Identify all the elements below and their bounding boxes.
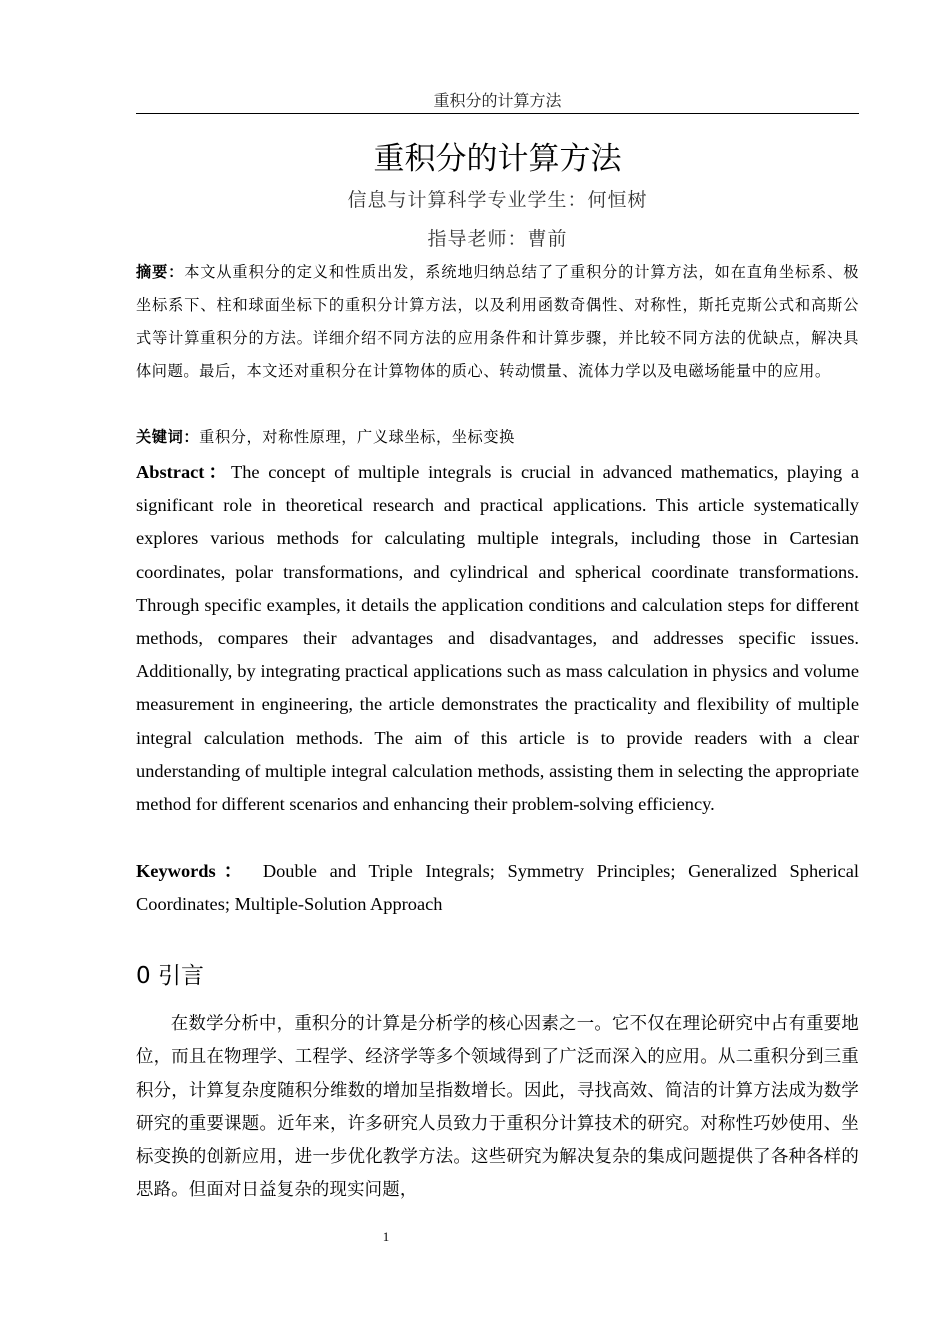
page-number: 1 — [382, 1229, 390, 1244]
keywords-cn-text: 重积分，对称性原理，广义球坐标，坐标变换 — [199, 428, 515, 446]
keywords-en-text: Double and Triple Integrals; Symmetry Principles; Generalized Spherical Coordinates; Multiple-Solution Approach — [136, 861, 859, 915]
section-heading-introduction: 0 引言 — [136, 963, 204, 989]
abstract-cn — [136, 256, 859, 388]
introduction-paragraph: 在数学分析中，重积分的计算是分析学的核心因素之一。它不仅在理论研究中占有重要地位，而且在物理学、工程学、经济学等多个领域得到了广泛而深入的应用。从二重积分到三重积分，计算复杂度随积分维数的增加呈指数增长。因此，寻找高效、简洁的计算方法成为数学研究的重要课题。近年来，许多研究人员致力于重积分计算技术的研究。对称性巧妙使用、坐标变换的创新应用，进一步优化教学方法。这些研究为解决复杂的集成问题提供了各种各样的思路。但面对日益复杂的现实问题， — [136, 1014, 859, 1201]
running-header: 重积分的计算方法 — [136, 92, 859, 114]
abstract-cn-label: 摘要： — [136, 263, 185, 281]
abstract-cn-text: 本文从重积分的定义和性质出发，系统地归纳总结了了重积分的计算方法，如在直角坐标系、极坐标系下、柱和球面坐标下的重积分计算方法，以及利用函数奇偶性、对称性，斯托克斯公式和高斯公式等计算重积分的方法。详细介绍不同方法的应用条件和计算步骤，并比较不同方法的优缺点，解决具体问题。最后，本文还对重积分在计算物体的质心、转动惯量、流体力学以及电磁场能量中的应用。 — [136, 263, 859, 380]
author-line: 信息与计算科学专业学生：何恒树 — [347, 189, 648, 211]
keywords-en-label: Keywords： — [136, 861, 251, 881]
abstract-en-text: The concept of multiple integrals is crucial in advanced mathematics, playing a significant role in theoretical research and practical applications. This article systematically explores various methods for calculating multiple integrals, including those in Cartesian coordinates, polar transformations, and cylindrical and spherical coordinate transformations. Through specific examples, it details the application conditions and calculation steps for different methods, compares their advantages and disadvantages, and addresses specific issues. Additionally, by integrating practical applications such as mass calculation in physics and volume measurement in engineering, the article demonstrates the practicality and flexibility of multiple integral calculation methods. The aim of this article is to provide readers with a clear understanding of multiple integral calculation methods, assisting them in selecting the appropriate method for different scenarios and enhancing their problem-solving efficiency. — [136, 462, 860, 815]
abstract-en-label: Abstract： — [136, 462, 231, 482]
abstract-en — [136, 456, 859, 821]
advisor-line: 指导老师：曹前 — [427, 228, 568, 250]
keywords-cn-label: 关键词： — [136, 428, 200, 446]
keywords-cn — [136, 421, 859, 454]
keywords-en — [136, 855, 859, 921]
paper-title: 重积分的计算方法 — [373, 141, 622, 177]
